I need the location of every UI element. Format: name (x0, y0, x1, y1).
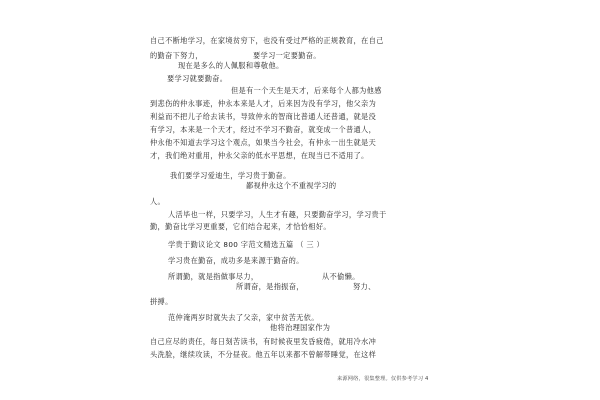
text-line-24: 范仲淹两岁时就失去了父亲，家中贫苦无依。 (168, 313, 319, 322)
text-line-18: 学习贵在勤奋，成功多是来源于勤奋的。 (168, 256, 304, 265)
text-line-23: 拼搏。 (150, 297, 173, 306)
text-line-17: 学贵于勤议论文 800 字范文精选五篇 （ 三 ） (168, 240, 325, 249)
text-line-10: 仲永他不知道去学习这个观点，如果当今社会，有仲永一出生就是天 (150, 138, 377, 147)
text-line-6: 但是有一个天生是天才，后来每个人都为他感 (231, 86, 382, 95)
text-line-9: 有学习，本来是一个天才，经过不学习不勤奋，就变成一个普通人， (150, 125, 377, 134)
text-line-13: 鄙视仲永这个不重视学习的 (246, 181, 337, 190)
text-line-16: 勤，勤奋比学习更重要，它们结合起来，才恰恰相好。 (150, 222, 331, 231)
text-line-21: 所谓奋，是指振奋， (236, 282, 304, 291)
text-line-3: 要学习一定要勤奋。 (253, 51, 321, 60)
text-line-15: 人活毕也一样，只要学习，人生才有趣，只要勤奋学习，学习贵于 (168, 210, 387, 219)
text-line-11: 才，我们绝对重用，仲永父亲的低水平思想，在现当已不适用了。 (150, 151, 369, 160)
text-line-20: 从不偷懒。 (322, 272, 360, 281)
page-footer: 来源网络，很集整理。仅供参考学习 4 (337, 376, 429, 382)
text-line-22: 努力、 (353, 282, 376, 291)
text-line-26: 自己应尽的责任，每日刻苦读书，有时候夜里发昏疲倦，就用冷水冲 (150, 337, 377, 346)
text-line-27: 头洗脸，继续攻读，不分昼夜。他五年以来都不曾解带睡觉，在这样 (150, 350, 377, 359)
text-line-4: 现在是多么的人佩服和尊敬他。 (178, 61, 284, 70)
text-line-14: 人。 (150, 197, 166, 206)
text-line-7: 到悲伤的仲永事迹，仲永本来是人才，后来因为没有学习，他父亲为 (150, 99, 377, 108)
text-line-5: 要学习就要勤奋。 (167, 74, 228, 83)
text-line-8: 利益而不把儿子给去读书，导致仲永的智商比普通人还普通，就是没 (150, 112, 377, 121)
text-line-25: 他将治理国家作为 (270, 323, 331, 332)
text-line-2: 的勤奋下努力， (150, 51, 203, 60)
text-line-19: 所谓勤，就是指做事尽力， (168, 272, 259, 281)
text-line-12: 我们要学习爱迪生，学习贵于勤奋。 (170, 171, 291, 180)
text-line-1: 自己不断地学习，在家境贫穷下，也没有受过严格的正规教育，在自己 (150, 36, 384, 45)
